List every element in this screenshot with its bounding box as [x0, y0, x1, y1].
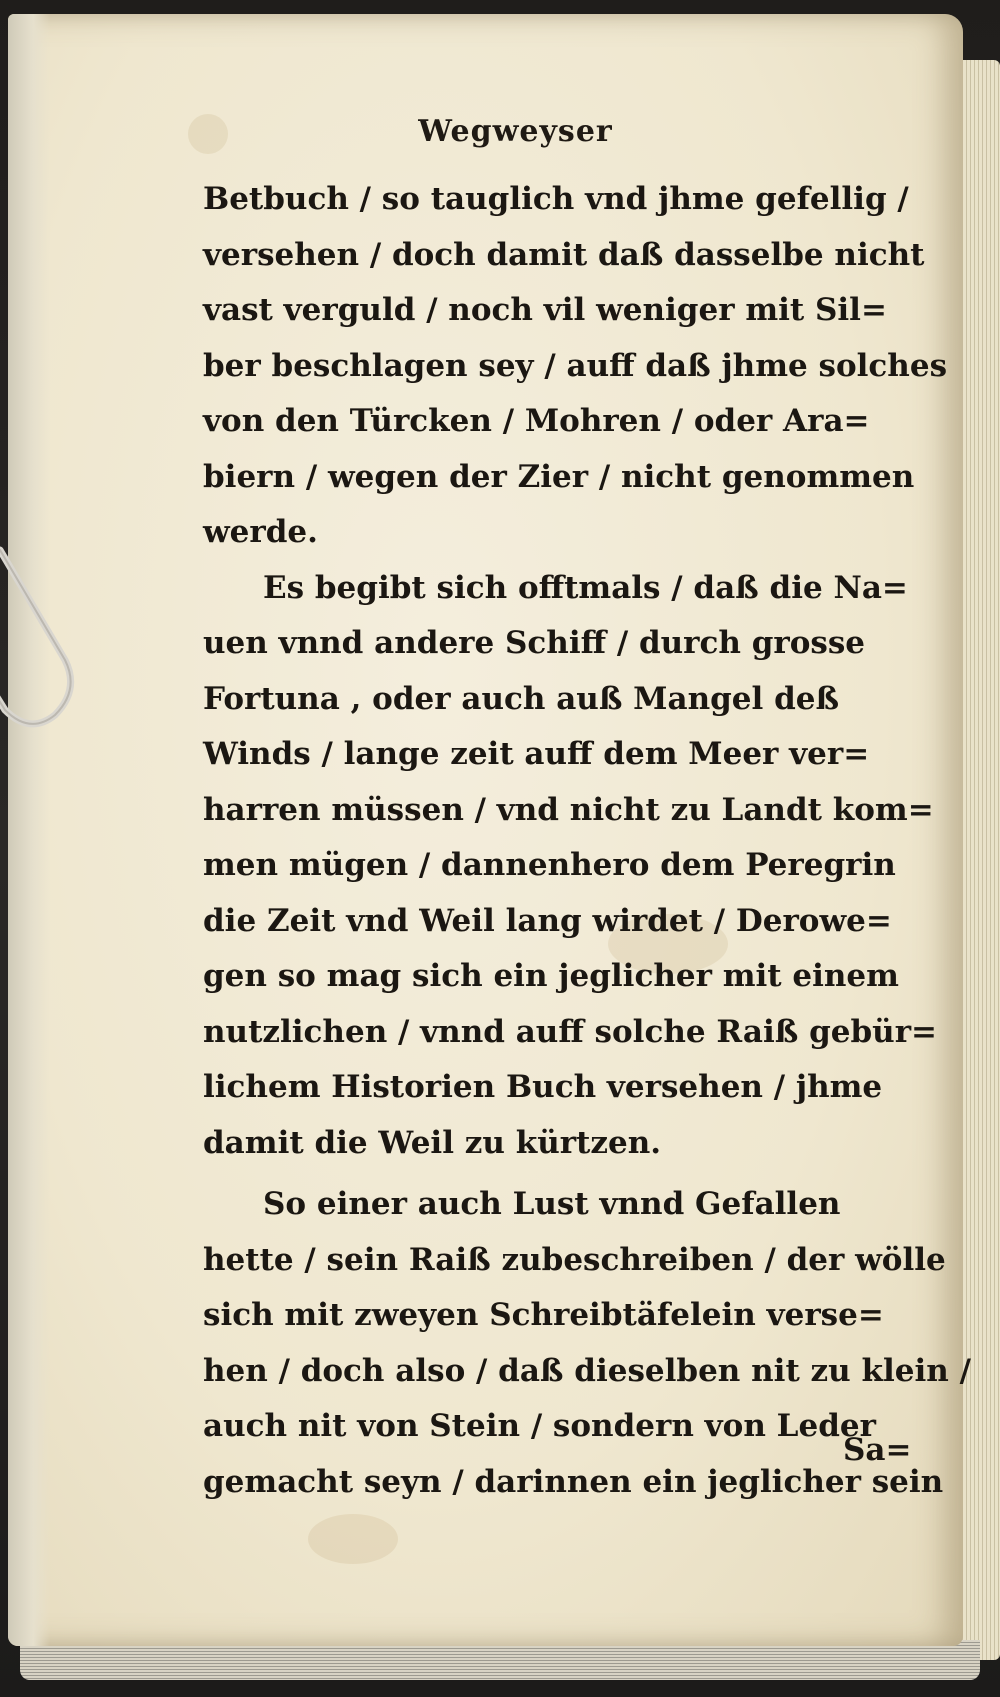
text-line: lichem Historien Buch versehen / jhme [203, 1069, 883, 1105]
text-line: uen vnnd andere Schiff / durch grosse [203, 625, 866, 661]
text-line: hen / doch also / daß dieselben nit zu klein / [203, 1352, 971, 1389]
text-line: auch nit von Stein / sondern von Leder [203, 1408, 876, 1444]
text-line: damit die Weil zu kürtzen. [203, 1124, 662, 1161]
text-line: Betbuch / so tauglich vnd jhme gefellig / [203, 181, 909, 217]
paper-clip-icon [0, 540, 100, 740]
page-gutter [8, 14, 50, 1646]
text-line: Fortuna , oder auch auß Mangel deß [203, 680, 840, 717]
paragraph-start-line: Es begibt sich offtmals / daß die Na= [263, 569, 908, 606]
text-line: sich mit zweyen Schreibtäfelein verse= [203, 1297, 884, 1333]
running-head-text: Wegweyser [418, 114, 613, 149]
text-line: gen so mag sich ein jeglicher mit einem [203, 958, 899, 994]
body-text [203, 172, 971, 1510]
text-line: ber beschlagen sey / auff daß jhme solches [203, 347, 948, 384]
text-line: gemacht seyn / darinnen ein jeglicher sein [203, 1463, 944, 1500]
text-line: versehen / doch damit daß dasselbe nicht [203, 236, 925, 273]
book-page [8, 14, 971, 1646]
text-line: Winds / lange zeit auff dem Meer ver= [203, 736, 870, 772]
text-line: men mügen / dannenhero dem Peregrin [203, 847, 896, 883]
text-line: hette / sein Raiß zubeschreiben / der wölle [203, 1241, 946, 1278]
text-line: biern / wegen der Zier / nicht genommen [203, 458, 915, 495]
catchword: Sa= [843, 1432, 912, 1468]
text-line: werde. [203, 514, 318, 550]
text-line: die Zeit vnd Weil lang wirdet / Derowe= [203, 902, 892, 939]
paragraph-start-line: So einer auch Lust vnnd Gefallen [263, 1186, 841, 1222]
text-line: von den Türcken / Mohren / oder Ara= [203, 403, 870, 439]
paper-stain [308, 1514, 398, 1564]
text-line: nutzlichen / vnnd auff solche Raiß gebür= [203, 1013, 937, 1050]
text-line: vast verguld / noch vil weniger mit Sil= [203, 292, 887, 328]
page-stack-bottom-edge [20, 1640, 980, 1680]
running-head [8, 114, 963, 149]
text-line: harren müssen / vnd nicht zu Landt kom= [203, 791, 934, 828]
